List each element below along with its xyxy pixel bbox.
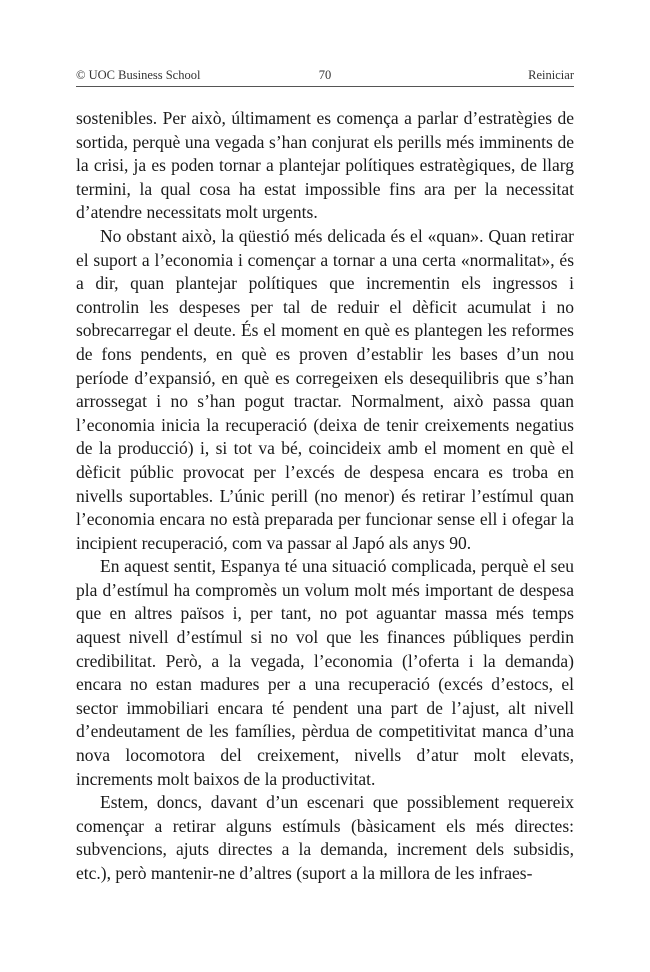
running-header	[76, 68, 574, 84]
body-text	[76, 107, 574, 886]
paragraph: Estem, doncs, davant d’un escenari que possiblement requereix començar a retirar alguns estímuls (bàsicament els més directes: subvencions, ajuts directes a la demanda, increment dels subsidis, etc.), però mantenir-ne d’altres (suport a la millora de les infraes-	[76, 792, 574, 883]
paragraph-continuation: sostenibles. Per això, últimament es comença a parlar d’estratègies de sortida, perquè una vegada s’han conjurat els perills més imminents de la crisi, ja es poden tornar a plantejar polítiques estratègiques, de llarg termini, la qual cosa ha estat impossible fins ara per la necessitat d’atendre necessitats molt urgents.	[76, 108, 574, 223]
header-section-title: Reiniciar	[528, 68, 574, 82]
header-rule	[76, 86, 574, 87]
header-page-number: 70	[318, 68, 332, 82]
paragraph: En aquest sentit, Espanya té una situació complicada, perquè el seu pla d’estímul ha compromès un volum molt més important de despesa que en altres països i, per tant, no pot aguantar massa més temps aquest nivell d’estímul si no vol que les finances públiques perdin credibilitat. Però, a la vegada, l’economia (l’oferta i la demanda) encara no estan madures per a una recuperació (excés d’estocs, el sector immobiliari encara té pendent una part de l’ajust, alt nivell d’endeutament de les famílies, pèrdua de competitivitat manca d’una nova locomotora del creixement, nivells d’atur molt elevats, increments molt baixos de la productivitat.	[76, 556, 574, 789]
paragraph: No obstant això, la qüestió més delicada és el «quan». Quan retirar el suport a l’economia i començar a tornar a una certa «normalitat», és a dir, quan plantejar polítiques que incrementin els ingressos i controlin les despeses per tal de reduir el dèficit acumulat i no sobrecarregar el deute. És el moment en què es plantegen les reformes de fons pendents, en què es proven d’establir les bases d’un nou període d’expansió, en què es corregeixen els desequilibris que s’han arrossegat i no s’han pogut tractar. Normalment, això passa quan l’economia inicia la recuperació (deixa de tenir creixements negatius de la producció) i, si tot va bé, coincideix amb el moment en què el dèficit públic provocat per l’excés de despesa encara es troba en nivells suportables. L’únic perill (no menor) és retirar l’estímul quan l’economia encara no està preparada per funcionar sense ell i ofegar la incipient recuperació, com va passar al Japó als anys 90.	[76, 225, 574, 553]
header-publisher: © UOC Business School	[76, 68, 201, 82]
